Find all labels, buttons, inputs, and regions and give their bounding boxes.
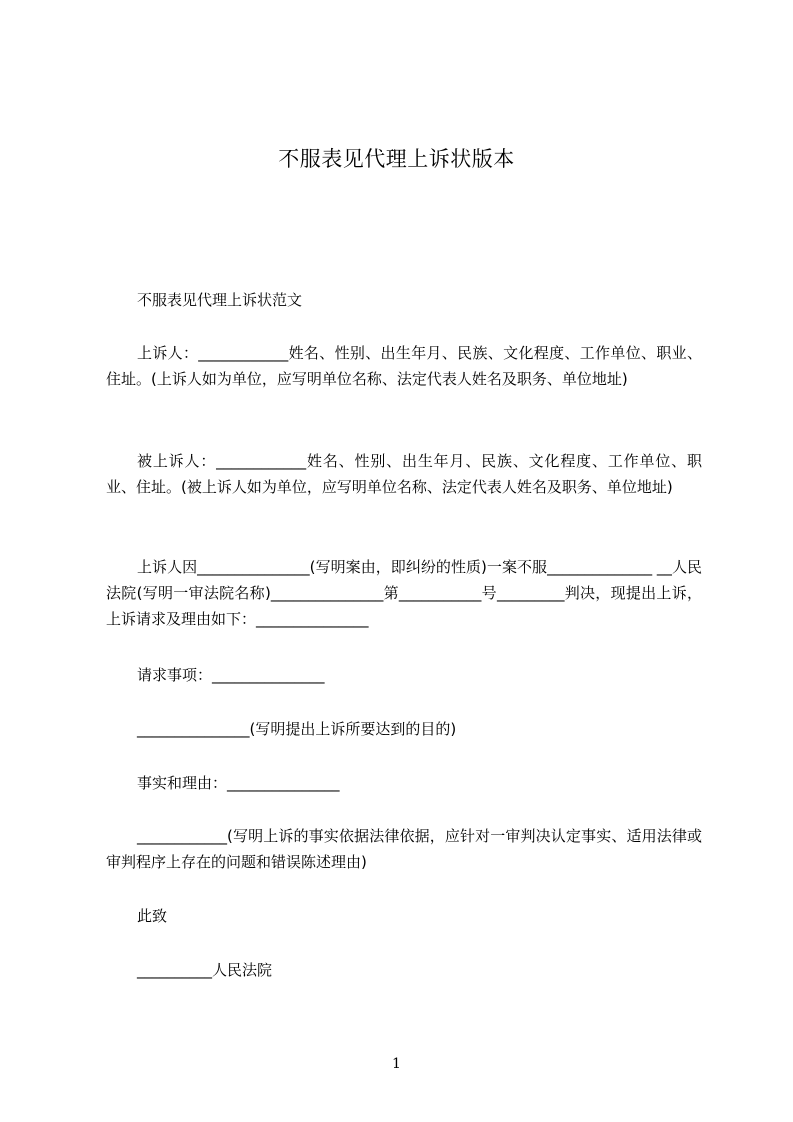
- appellant-paragraph: 上诉人：____________姓名、性别、出生年月、民族、文化程度、工作单位、职业、住址。(上诉人如为单位，应写明单位名称、法定代表人姓名及职务、单位地址): [106, 344, 702, 388]
- closing-paragraph: 此致: [137, 907, 168, 925]
- facts-reasons-paragraph: 事实和理由：_______________: [137, 774, 340, 792]
- court-paragraph: __________人民法院: [137, 961, 273, 979]
- facts-detail-paragraph: ____________(写明上诉的事实依据法律依据，应针对一审判决认定事实、适用法律或审判程序上存在的问题和错误陈述理由): [106, 827, 702, 871]
- document-title: 不服表见代理上诉状版本: [278, 147, 515, 171]
- case-paragraph: 上诉人因_______________(写明案由，即纠纷的性质)一案不服______________ __人民法院(写明一审法院名称)_______________第___________号_________判决，现提出上诉，上诉请求及理由如下：_______________: [106, 558, 702, 628]
- subtitle-paragraph: 不服表见代理上诉状范文: [137, 291, 303, 309]
- appellee-paragraph: 被上诉人：____________姓名、性别、出生年月、民族、文化程度、工作单位、职业、住址。(被上诉人如为单位，应写明单位名称、法定代表人姓名及职务、单位地址): [106, 452, 702, 496]
- claims-paragraph: 请求事项：_______________: [137, 666, 325, 684]
- page-number: 1: [392, 1056, 401, 1072]
- purpose-paragraph: _______________(写明提出上诉所要达到的目的): [137, 720, 457, 738]
